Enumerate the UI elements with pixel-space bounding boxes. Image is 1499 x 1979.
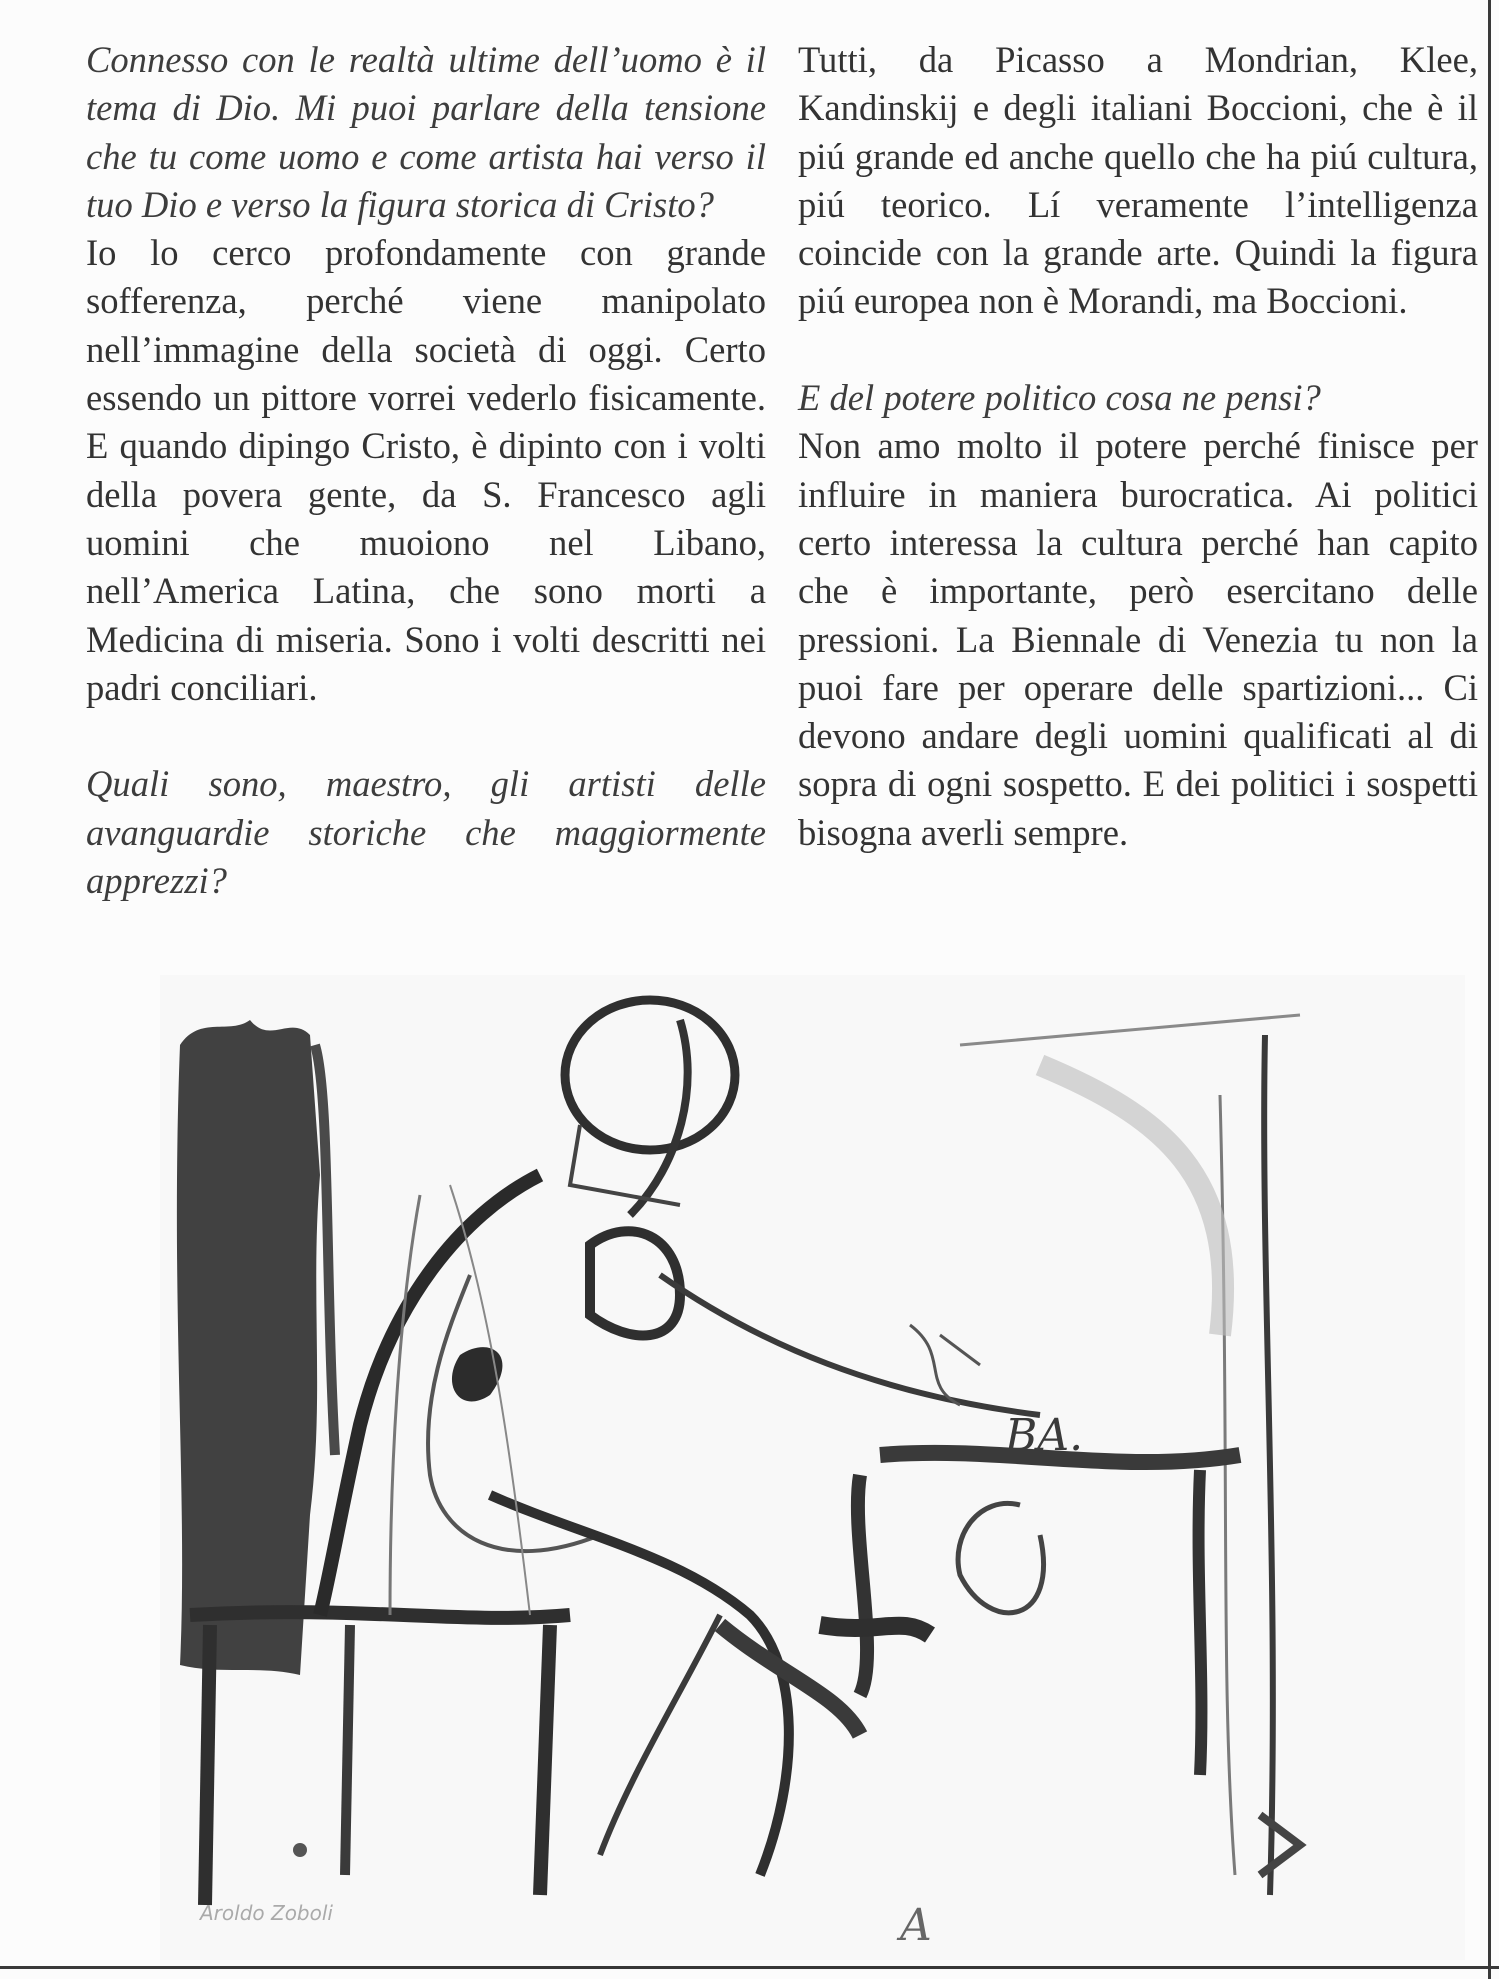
dark-curtain (177, 1020, 320, 1675)
drawing-svg (160, 975, 1465, 1960)
paragraph-gap (86, 712, 766, 760)
right-column (798, 36, 1478, 857)
signature-bottom: Aroldo Zoboli (200, 1901, 333, 1925)
answer-politics: Non amo molto il potere perché finisce per influire in maniera burocratica. Ai politici certo interessa la cultura perché han capito che è importante, però esercitano delle pressioni. La Biennale di Venezia tu non la puoi fare per operare delle spartizioni... Ci devono andare degli uomini qualificati al di sopra di ogni sospetto. E dei politici i sospetti bisogna averli sempre. (798, 425, 1478, 853)
stool-leg-1 (205, 1625, 210, 1905)
question-politics: E del potere politico cosa ne pensi? (798, 377, 1321, 419)
table-leg-right (1199, 1470, 1202, 1775)
stool-leg-3 (540, 1625, 550, 1895)
answer-avantgarde: Tutti, da Picasso a Mondrian, Klee, Kandinskij e degli italiani Boccioni, che è il piú grande ed anche quello che ha piú cultura, piú teorico. Lí veramente l’intelligenza coincide con la grande arte. Quindi la figura piú europea non è Morandi, ma Boccioni. (798, 39, 1478, 322)
left-column (86, 36, 766, 905)
ink-drawing-seated-painter (160, 975, 1465, 1960)
monogram: A (900, 1900, 932, 1951)
table-crossbar (820, 1625, 930, 1635)
stool-leg-2 (345, 1625, 350, 1875)
page-edge-bottom (0, 1966, 1499, 1969)
answer-god: Io lo cerco profondamente con grande sofferenza, perché viene manipolato nell’immagine della società di oggi. Certo essendo un pittore vorrei vederlo fisicamente. E quando dipingo Cristo, è dipinto con i volti della povera gente, da S. Francesco agli uomini che muoiono nel Libano, nell’America Latina, che sono morti a Medicina di miseria. Sono i volti descritti nei padri conciliari. (86, 232, 766, 708)
margin-dot (293, 1843, 307, 1857)
paragraph-gap (798, 326, 1478, 374)
question-avantgarde: Quali sono, maestro, gli artisti delle avanguardie storiche che maggiormente apprezzi? (86, 763, 766, 902)
page-edge-right (1488, 0, 1491, 1979)
signature-initials: BA. (1005, 1410, 1084, 1461)
stool-seat (190, 1612, 570, 1618)
question-god: Connesso con le realtà ultime dell’uomo è il tema di Dio. Mi puoi parlare della tensione che tu come uomo e come artista hai verso il tuo Dio e verso la figura storica di Cristo? (86, 39, 766, 225)
